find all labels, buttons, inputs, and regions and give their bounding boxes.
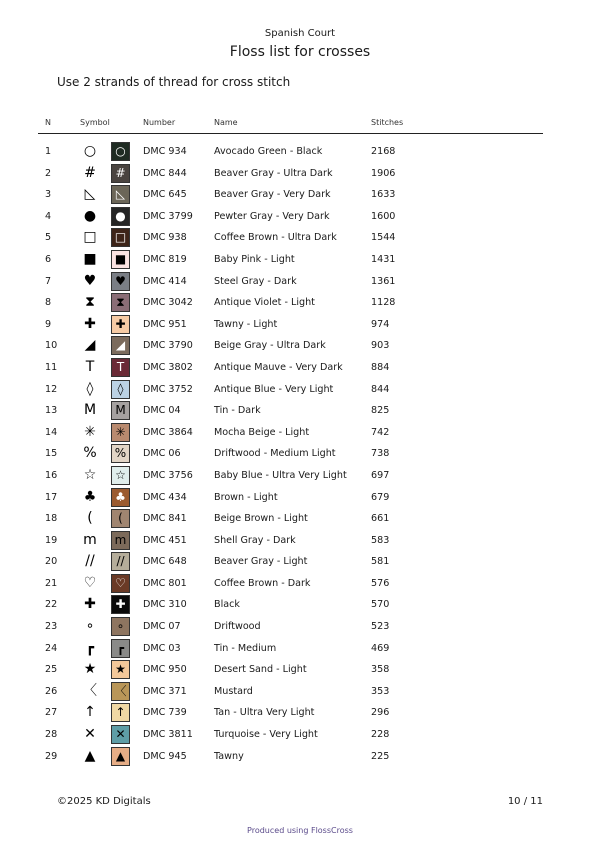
row-number: 12	[45, 383, 58, 395]
table-row	[0, 465, 600, 487]
table-row	[0, 163, 600, 185]
row-number: 28	[45, 729, 58, 741]
floss-name: Black	[214, 599, 240, 611]
table-row	[0, 530, 600, 552]
floss-number: DMC 648	[143, 556, 187, 568]
floss-name: Tin - Medium	[214, 642, 277, 654]
symbol-icon: ◺	[84, 186, 96, 203]
color-swatch: ✚	[111, 595, 130, 614]
row-number: 6	[45, 253, 52, 265]
floss-name: Shell Gray - Dark	[214, 534, 296, 546]
color-swatch: ◺	[111, 185, 130, 204]
row-number: 3	[45, 189, 52, 201]
symbol-icon: ↑	[84, 704, 96, 721]
floss-number: DMC 434	[143, 491, 187, 503]
stitch-count: 576	[371, 577, 390, 589]
floss-number: DMC 04	[143, 405, 181, 417]
symbol-icon: ♥	[83, 272, 97, 289]
row-number: 4	[45, 210, 52, 222]
row-number: 15	[45, 448, 58, 460]
floss-name: Avocado Green - Black	[214, 146, 323, 157]
row-number: 17	[45, 491, 58, 503]
color-swatch: ●	[111, 207, 130, 226]
color-swatch: m	[111, 531, 130, 550]
color-swatch: (	[111, 509, 130, 528]
copyright: ©2025 KD Digitals	[57, 796, 151, 807]
stitch-count: 523	[371, 621, 390, 633]
floss-table	[0, 141, 600, 767]
symbol-icon: ○	[83, 143, 97, 159]
table-row	[0, 487, 600, 509]
color-swatch: ⧗	[111, 293, 130, 312]
stitch-count: 1600	[371, 210, 396, 222]
symbol-icon: %	[83, 445, 97, 462]
table-row	[0, 400, 600, 422]
stitch-count: 903	[371, 340, 390, 352]
floss-number: DMC 3756	[143, 469, 193, 481]
symbol-icon: ✕	[84, 726, 96, 743]
instructions: Use 2 strands of thread for cross stitch	[57, 75, 291, 89]
table-row	[0, 746, 600, 768]
table-row	[0, 227, 600, 249]
table-row	[0, 141, 600, 163]
symbol-icon: ●	[83, 207, 97, 224]
symbol-icon: ✚	[84, 315, 96, 332]
floss-name: Mustard	[214, 685, 253, 697]
row-number: 25	[45, 664, 58, 676]
floss-number: DMC 07	[143, 621, 181, 633]
table-row	[0, 594, 600, 616]
stitch-count: 884	[371, 361, 390, 373]
symbol-icon: ⧗	[85, 294, 95, 311]
floss-number: DMC 451	[143, 534, 187, 546]
row-number: 23	[45, 621, 58, 633]
stitch-count: 296	[371, 707, 390, 719]
stitch-count: 583	[371, 534, 390, 546]
floss-number: DMC 819	[143, 253, 187, 265]
floss-number: DMC 934	[143, 146, 187, 157]
floss-number: DMC 945	[143, 750, 187, 762]
floss-number: DMC 3799	[143, 210, 193, 222]
row-number: 9	[45, 318, 52, 330]
floss-name: Beige Brown - Light	[214, 513, 308, 525]
symbol-icon: ∘	[85, 618, 95, 635]
symbol-icon: ◢	[84, 337, 96, 354]
floss-name: Coffee Brown - Dark	[214, 577, 311, 589]
symbol-icon: #	[84, 164, 96, 181]
color-swatch: ■	[111, 250, 130, 269]
floss-name: Turquoise - Very Light	[214, 729, 318, 741]
floss-number: DMC 3042	[143, 297, 193, 309]
symbol-icon: //	[85, 553, 95, 570]
floss-number: DMC 844	[143, 167, 187, 179]
symbol-icon: ★	[83, 661, 97, 678]
stitch-count: 228	[371, 729, 390, 741]
stitch-count: 1431	[371, 253, 396, 265]
floss-number: DMC 645	[143, 189, 187, 201]
row-number: 27	[45, 707, 58, 719]
color-swatch: ☆	[111, 466, 130, 485]
floss-name: Tin - Dark	[214, 405, 261, 417]
floss-name: Mocha Beige - Light	[214, 426, 310, 438]
symbol-icon: ✚	[84, 596, 96, 613]
stitch-count: 570	[371, 599, 390, 611]
symbol-icon: (	[87, 510, 93, 527]
floss-name: Baby Blue - Ultra Very Light	[214, 469, 347, 481]
table-row	[0, 702, 600, 724]
row-number: 2	[45, 167, 52, 179]
floss-number: DMC 938	[143, 232, 187, 244]
header-title: Spanish Court	[264, 28, 336, 39]
floss-name: Beaver Gray - Light	[214, 556, 308, 568]
table-row	[0, 335, 600, 357]
row-number: 20	[45, 556, 58, 568]
floss-number: DMC 950	[143, 664, 187, 676]
row-number: 10	[45, 340, 58, 352]
floss-name: Desert Sand - Light	[214, 664, 307, 676]
floss-number: DMC 06	[143, 448, 181, 460]
floss-number: DMC 739	[143, 707, 187, 719]
table-row	[0, 724, 600, 746]
header-divider	[38, 133, 543, 134]
stitch-count: 679	[371, 491, 390, 503]
row-number: 5	[45, 232, 52, 244]
column-header-n: N	[45, 118, 51, 127]
stitch-count: 353	[371, 685, 390, 697]
symbol-icon: M	[83, 402, 97, 419]
color-swatch: ♡	[111, 574, 130, 593]
color-swatch: 〈	[111, 682, 130, 701]
row-number: 1	[45, 146, 52, 157]
symbol-icon: ▲	[84, 747, 96, 764]
stitch-count: 738	[371, 448, 390, 460]
table-row	[0, 659, 600, 681]
stitch-count: 1633	[371, 189, 396, 201]
produced-by: Produced using FlossCross	[247, 826, 353, 835]
row-number: 18	[45, 513, 58, 525]
stitch-count: 742	[371, 426, 390, 438]
color-swatch: %	[111, 444, 130, 463]
table-row	[0, 206, 600, 228]
floss-name: Coffee Brown - Ultra Dark	[214, 232, 337, 244]
table-row	[0, 314, 600, 336]
stitch-count: 225	[371, 750, 390, 762]
floss-number: DMC 3811	[143, 729, 193, 741]
row-number: 11	[45, 361, 58, 373]
stitch-count: 661	[371, 513, 390, 525]
floss-name: Beaver Gray - Very Dark	[214, 189, 331, 201]
color-swatch: ✳	[111, 423, 130, 442]
color-swatch: ◢	[111, 336, 130, 355]
row-number: 13	[45, 405, 58, 417]
floss-number: DMC 951	[143, 318, 187, 330]
floss-number: DMC 3752	[143, 383, 193, 395]
symbol-icon: m	[83, 531, 97, 548]
row-number: 24	[45, 642, 58, 654]
symbol-icon: ┏	[85, 639, 95, 656]
color-swatch: #	[111, 164, 130, 183]
table-row	[0, 508, 600, 530]
table-row	[0, 292, 600, 314]
floss-name: Antique Mauve - Very Dark	[214, 361, 343, 373]
table-row	[0, 443, 600, 465]
table-row	[0, 573, 600, 595]
row-number: 14	[45, 426, 58, 438]
floss-name: Beige Gray - Ultra Dark	[214, 340, 326, 352]
floss-name: Tawny - Light	[214, 318, 278, 330]
column-header-name: Name	[214, 118, 238, 127]
color-swatch: ♣	[111, 488, 130, 507]
row-number: 22	[45, 599, 58, 611]
floss-number: DMC 3802	[143, 361, 193, 373]
symbol-icon: ☆	[83, 466, 97, 483]
floss-name: Brown - Light	[214, 491, 278, 503]
symbol-icon: T	[85, 358, 95, 375]
floss-name: Steel Gray - Dark	[214, 275, 297, 287]
floss-name: Antique Violet - Light	[214, 297, 315, 309]
row-number: 29	[45, 750, 58, 762]
row-number: 16	[45, 469, 58, 481]
table-row	[0, 271, 600, 293]
floss-name: Pewter Gray - Very Dark	[214, 210, 330, 222]
symbol-icon: 〈	[83, 682, 97, 699]
table-row	[0, 616, 600, 638]
stitch-count: 1361	[371, 275, 396, 287]
floss-number: DMC 310	[143, 599, 187, 611]
floss-number: DMC 3790	[143, 340, 193, 352]
symbol-icon: ■	[83, 250, 97, 267]
row-number: 19	[45, 534, 58, 546]
table-row	[0, 681, 600, 703]
color-swatch: ○	[111, 142, 130, 161]
column-header-symbol: Symbol	[80, 118, 110, 127]
stitch-count: 974	[371, 318, 390, 330]
page-title: Floss list for crosses	[229, 44, 371, 60]
color-swatch: ∘	[111, 617, 130, 636]
floss-name: Beaver Gray - Ultra Dark	[214, 167, 333, 179]
table-row	[0, 184, 600, 206]
color-swatch: ↑	[111, 703, 130, 722]
symbol-icon: ◊	[86, 380, 94, 397]
floss-name: Antique Blue - Very Light	[214, 383, 334, 395]
page-number: 10 / 11	[507, 796, 543, 807]
stitch-count: 825	[371, 405, 390, 417]
floss-name: Baby Pink - Light	[214, 253, 295, 265]
stitch-count: 1128	[371, 297, 396, 309]
stitch-count: 1906	[371, 167, 396, 179]
color-swatch: //	[111, 552, 130, 571]
floss-number: DMC 841	[143, 513, 187, 525]
symbol-icon: □	[83, 229, 97, 246]
row-number: 8	[45, 297, 52, 309]
stitch-count: 844	[371, 383, 390, 395]
color-swatch: ┏	[111, 639, 130, 658]
floss-name: Tan - Ultra Very Light	[214, 707, 315, 719]
color-swatch: ◊	[111, 380, 130, 399]
row-number: 26	[45, 685, 58, 697]
stitch-count: 1544	[371, 232, 396, 244]
table-row	[0, 249, 600, 271]
stitch-count: 358	[371, 664, 390, 676]
color-swatch: T	[111, 358, 130, 377]
color-swatch: M	[111, 401, 130, 420]
table-row	[0, 379, 600, 401]
color-swatch: ★	[111, 660, 130, 679]
stitch-count: 469	[371, 642, 390, 654]
floss-number: DMC 371	[143, 685, 187, 697]
color-swatch: ✚	[111, 315, 130, 334]
table-row	[0, 357, 600, 379]
symbol-icon: ✳	[84, 423, 96, 440]
table-row	[0, 422, 600, 444]
color-swatch: ▲	[111, 747, 130, 766]
symbol-icon: ♣	[83, 488, 97, 505]
symbol-icon: ♡	[83, 574, 97, 591]
floss-name: Driftwood - Medium Light	[214, 448, 336, 460]
floss-number: DMC 03	[143, 642, 181, 654]
color-swatch: □	[111, 228, 130, 247]
floss-number: DMC 414	[143, 275, 187, 287]
column-header-stitches: Stitches	[371, 118, 404, 127]
floss-number: DMC 3864	[143, 426, 193, 438]
table-row	[0, 551, 600, 573]
color-swatch: ♥	[111, 272, 130, 291]
floss-name: Driftwood	[214, 621, 261, 633]
table-row	[0, 638, 600, 660]
row-number: 7	[45, 275, 52, 287]
stitch-count: 2168	[371, 146, 396, 157]
column-header-number: Number	[143, 118, 176, 127]
color-swatch: ✕	[111, 725, 130, 744]
floss-number: DMC 801	[143, 577, 187, 589]
stitch-count: 581	[371, 556, 390, 568]
row-number: 21	[45, 577, 58, 589]
floss-name: Tawny	[214, 750, 244, 762]
stitch-count: 697	[371, 469, 390, 481]
